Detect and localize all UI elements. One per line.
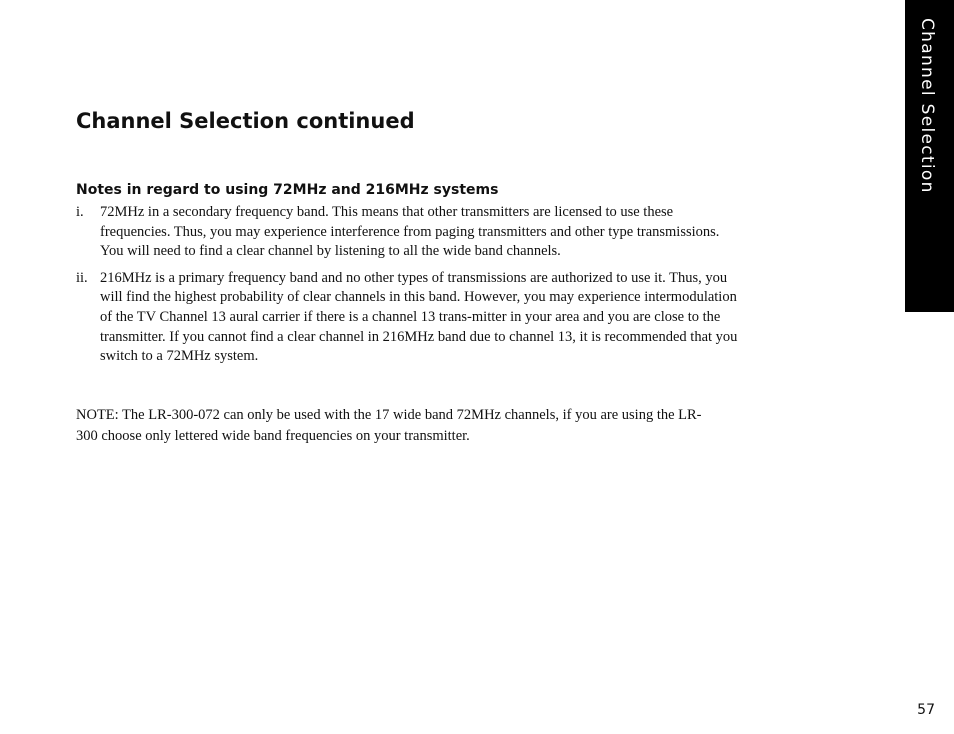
note-item-ii (76, 269, 741, 367)
note-paragraph: NOTE: The LR-300-072 can only be used with the 17 wide band 72MHz channels, if you are using the LR-300 choose only lettered wide band frequencies on your transmitter. (76, 407, 702, 444)
note-marker: ii. (76, 269, 88, 286)
side-tab-label: Channel Selection (917, 18, 937, 194)
note-marker: i. (76, 204, 84, 220)
section-subheading: Notes in regard to using 72MHz and 216MHz systems (76, 182, 499, 198)
note-text: 72MHz in a secondary frequency band. This means that other transmitters are licensed to use these frequencies. Thus, you may experience interference from paging transmitters and other type transmissions. You will need to find a clear channel by listening to all the wide band channels. (100, 204, 720, 260)
page-title: Channel Selection continued (76, 109, 415, 133)
note-item-i (76, 203, 741, 262)
note-text: 216MHz is a primary frequency band and no other types of transmissions are authorized to use it. Thus, you will find the highest probability of clear channels in this band. However, you may experience intermodulation of the TV Channel 13 aural carrier if there is a channel 13 trans-mitter in your area and you are close to the transmitter. If you cannot find a clear channel in 216MHz band due to channel 13, it is recommended that you switch to a 72MHz system. (100, 269, 738, 365)
page-number: 57 (917, 702, 935, 718)
notes-list (76, 203, 741, 374)
